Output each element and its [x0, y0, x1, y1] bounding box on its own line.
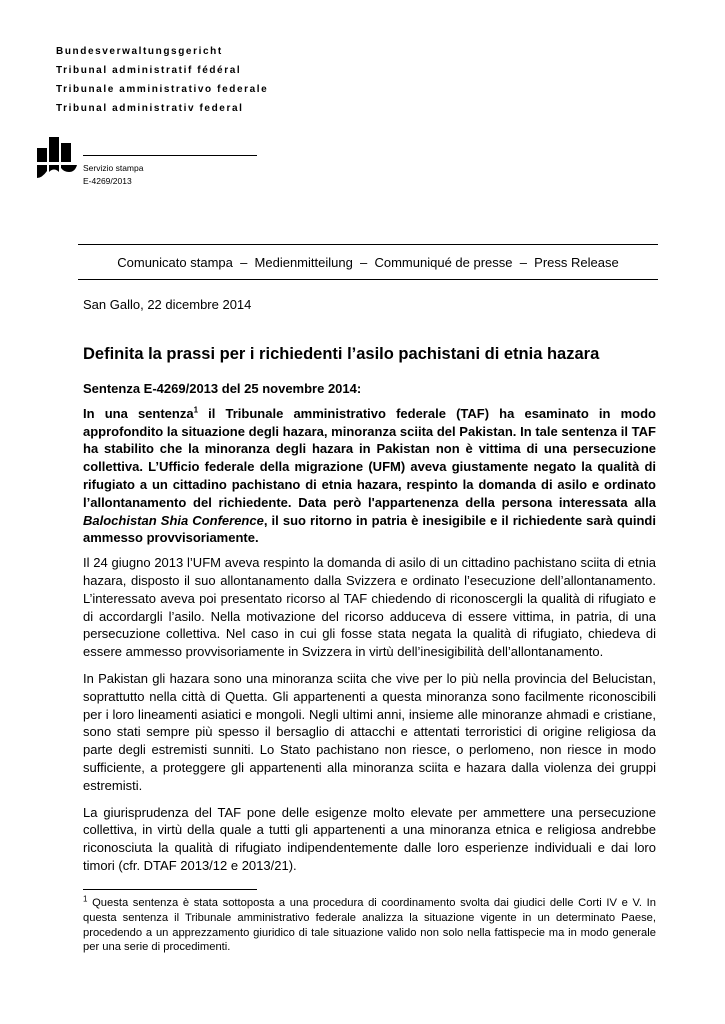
page-title: Definita la prassi per i richiedenti l’asilo pachistani di etnia hazara — [83, 345, 600, 363]
press-service-label: Servizio stampa — [83, 163, 144, 173]
service-rule — [83, 155, 257, 156]
lead-text-1: In una sentenza — [83, 405, 194, 421]
lead-paragraph — [83, 405, 656, 547]
document-body — [83, 380, 656, 884]
court-names — [56, 42, 268, 118]
footnote-mark: 1 — [83, 894, 88, 904]
case-reference: E-4269/2013 — [83, 176, 132, 186]
press-service-block — [83, 162, 143, 188]
press-release-banner: Comunicato stampa – Medienmitteilung – Communiqué de presse – Press Release — [117, 255, 619, 270]
body-paragraph-3: La giurisprudenza del TAF pone delle esigenze molto elevate per ammettere una persecuzione collettiva, in virtù della quale a tutti gli appartenenti a una minoranza etnica e religiosa andrebbe riconosciuta la qualità di rifugiato indipendentemente dalle loro esperienze individuali e dai loro timori (cfr. DTAF 2013/12 e 2013/21). — [83, 804, 656, 873]
court-name-it: Tribunale amministrativo federale — [56, 84, 269, 95]
body-paragraph-2: In Pakistan gli hazara sono una minoranza sciita che vive per lo più nella provincia del Belucistan, soprattutto nella città di Quetta. Gli appartenenti a questa minoranza sono facilmente riconoscibili per i loro lineamenti asiatici e mongoli. Negli ultimi anni, insieme alle minoranze ahmadi e cristiane, sono stati sempre più spesso il bersaglio di attacchi e attentati terroristici di origine religiosa da parte degli estremisti sunniti. Lo Stato pachistano non riesce, o perlomeno, non riesce in modo sufficiente, a proteggere gli appartenenti alla minoranza sciita e hazara dalla violenza dei gruppi estremisti. — [83, 670, 656, 793]
footnote — [83, 896, 656, 955]
judgment-heading: Sentenza E-4269/2013 del 25 novembre 2014: — [83, 381, 362, 396]
court-name-de: Bundesverwaltungsgericht — [56, 46, 223, 57]
lead-text-3: , il suo ritorno in patria è inesigibile e il richiedente sarà quindi ammesso provvisoriamente. — [83, 512, 656, 546]
court-name-rm: Tribunal administrativ federal — [56, 103, 244, 114]
body-paragraph-1: Il 24 giugno 2013 l’UFM aveva respinto la domanda di asilo di un cittadino pachistano sciita di etnia hazara, disposto il suo allontanamento dalla Svizzera e ordinato l’esecuzione dell’allontanamento. L’interessato aveva poi presentato ricorso al TAF chiedendo di riconoscergli la qualità di rifugiato e di accordargli l’asilo. Nella motivazione del ricorso adduceva di essere vittima, in patria, di una persecuzione collettiva. Nel caso in cui gli fosse stata negata la qualità di rifugiato, chiedeva di essere ammesso provvisoriamente in Svizzera in virtù dell’inesigibilità dell’allontanamento. — [83, 555, 656, 660]
lead-text-2: il Tribunale amministrativo federale (TAF) ha esaminato in modo approfondito la situazione degli hazara, minoranza sciita del Pakistan. In tale sentenza il TAF ha stabilito che la minoranza degli hazara in Pakistan non è vittima di una persecuzione collettiva. L’Ufficio federale della migrazione (UFM) aveva giustamente negato la qualità di rifugiato a un cittadino pachistano di etnia hazara, respinto la domanda di asilo e ordinato l’allontanamento del richiedente. Data però l'appartenenza della persona interessata alla — [83, 405, 656, 510]
court-logo — [37, 137, 77, 179]
date-line: San Gallo, 22 dicembre 2014 — [83, 297, 252, 312]
court-name-fr: Tribunal administratif fédéral — [56, 65, 242, 76]
footnote-rule — [83, 889, 257, 890]
banner-top-rule — [78, 244, 658, 245]
footnote-text: Questa sentenza è stata sottoposta a una procedura di coordinamento svolta dai giudici delle Corti IV e V. In questa sentenza il Tribunale amministrativo federale analizza la situazione vigente in un determinato Paese, procedendo a un apprezzamento giuridico di tale situazione valido non solo nella fattispecie ma in modo generale per una serie di procedimenti. — [83, 897, 656, 954]
footnote-reference: 1 — [193, 405, 199, 415]
lead-italic-term: Balochistan Shia Conference — [83, 512, 264, 528]
banner-bottom-rule — [78, 279, 658, 280]
